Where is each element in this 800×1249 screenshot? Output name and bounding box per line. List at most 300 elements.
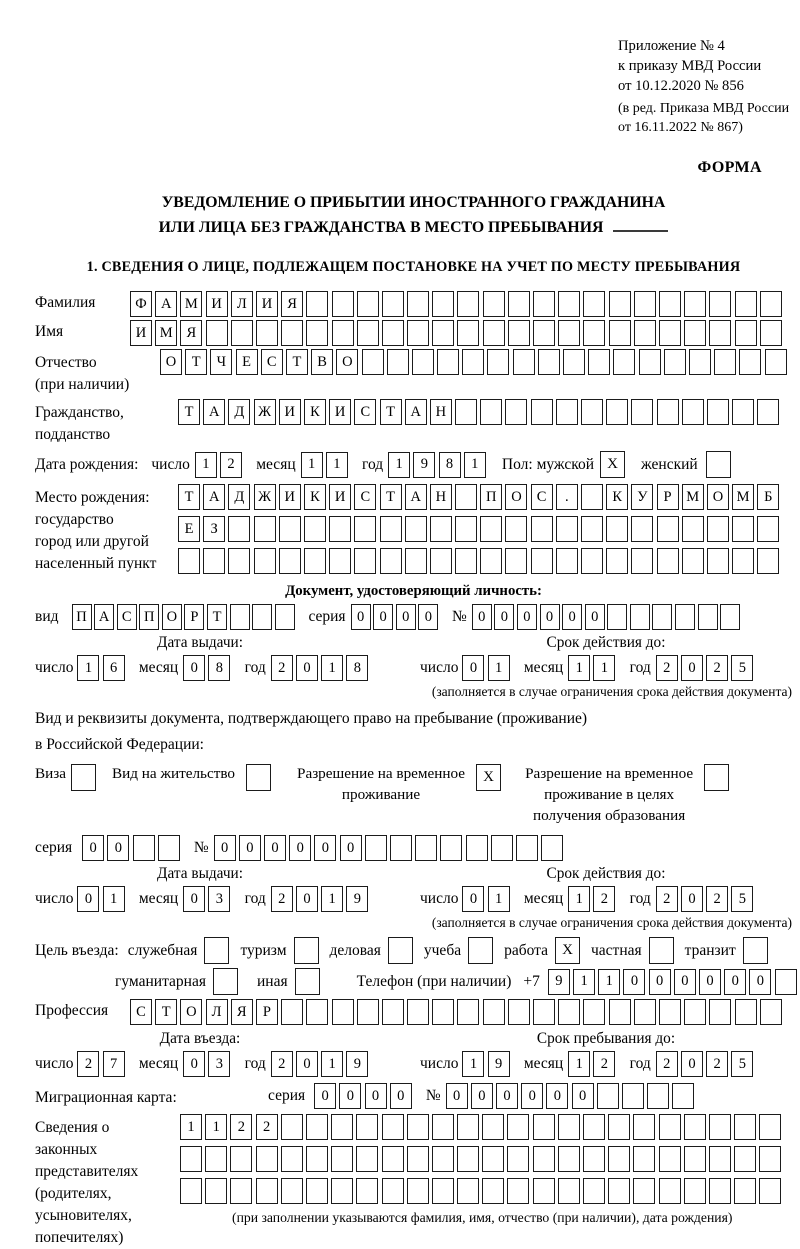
char-cell[interactable]: [684, 1178, 706, 1204]
char-cell[interactable]: 1: [301, 452, 323, 478]
phone-input[interactable]: [548, 969, 800, 995]
char-cell[interactable]: [230, 604, 250, 630]
char-cell[interactable]: А: [203, 399, 225, 425]
char-cell[interactable]: Е: [236, 349, 258, 375]
char-cell[interactable]: Т: [185, 349, 207, 375]
char-cell[interactable]: [757, 399, 779, 425]
char-cell[interactable]: [180, 1178, 202, 1204]
char-cell[interactable]: И: [256, 291, 278, 317]
char-cell[interactable]: [709, 1178, 731, 1204]
char-cell[interactable]: Д: [228, 484, 250, 510]
char-cell[interactable]: 0: [183, 886, 205, 912]
char-cell[interactable]: [281, 1178, 303, 1204]
char-cell[interactable]: [709, 1146, 731, 1172]
char-cell[interactable]: [356, 1146, 378, 1172]
char-cell[interactable]: [720, 604, 740, 630]
char-cell[interactable]: [405, 548, 427, 574]
char-cell[interactable]: [329, 516, 351, 542]
char-cell[interactable]: М: [732, 484, 754, 510]
char-cell[interactable]: О: [160, 349, 182, 375]
char-cell[interactable]: 0: [699, 969, 721, 995]
char-cell[interactable]: [634, 320, 656, 346]
residence-expiry-month[interactable]: [568, 886, 618, 912]
char-cell[interactable]: [735, 291, 757, 317]
char-cell[interactable]: [607, 604, 627, 630]
char-cell[interactable]: [633, 1114, 655, 1140]
char-cell[interactable]: 0: [674, 969, 696, 995]
char-cell[interactable]: 0: [373, 604, 393, 630]
char-cell[interactable]: [760, 291, 782, 317]
char-cell[interactable]: [432, 1146, 454, 1172]
char-cell[interactable]: М: [180, 291, 202, 317]
char-cell[interactable]: [734, 1178, 756, 1204]
char-cell[interactable]: 0: [339, 1083, 361, 1109]
char-cell[interactable]: Т: [207, 604, 227, 630]
char-cell[interactable]: 0: [681, 886, 703, 912]
char-cell[interactable]: [760, 999, 782, 1025]
char-cell[interactable]: [281, 1114, 303, 1140]
char-cell[interactable]: Ж: [254, 484, 276, 510]
residence-issue-day[interactable]: [77, 886, 127, 912]
char-cell[interactable]: [380, 516, 402, 542]
char-cell[interactable]: Д: [228, 399, 250, 425]
char-cell[interactable]: [682, 516, 704, 542]
char-cell[interactable]: [405, 516, 427, 542]
mc-number-input[interactable]: [446, 1083, 698, 1109]
char-cell[interactable]: [178, 548, 200, 574]
char-cell[interactable]: [331, 1114, 353, 1140]
residence-number-input[interactable]: [214, 835, 567, 861]
char-cell[interactable]: [275, 604, 295, 630]
char-cell[interactable]: [457, 1114, 479, 1140]
char-cell[interactable]: [531, 548, 553, 574]
char-cell[interactable]: [757, 516, 779, 542]
option-temp-residence-checkbox[interactable]: X: [476, 764, 501, 791]
char-cell[interactable]: С: [117, 604, 137, 630]
doc-issue-month[interactable]: [183, 655, 233, 681]
char-cell[interactable]: 2: [706, 655, 728, 681]
char-cell[interactable]: [513, 349, 535, 375]
char-cell[interactable]: [203, 548, 225, 574]
char-cell[interactable]: 1: [103, 886, 125, 912]
char-cell[interactable]: [415, 835, 437, 861]
patronymic-input[interactable]: [160, 349, 790, 375]
char-cell[interactable]: [455, 399, 477, 425]
char-cell[interactable]: [279, 548, 301, 574]
char-cell[interactable]: И: [206, 291, 228, 317]
doc-number-input[interactable]: [472, 604, 743, 630]
purpose-business-checkbox[interactable]: [388, 937, 413, 964]
char-cell[interactable]: [583, 291, 605, 317]
char-cell[interactable]: [759, 1146, 781, 1172]
char-cell[interactable]: Ч: [210, 349, 232, 375]
char-cell[interactable]: 0: [446, 1083, 468, 1109]
char-cell[interactable]: [228, 548, 250, 574]
char-cell[interactable]: 2: [656, 655, 678, 681]
residence-series-input[interactable]: [82, 835, 183, 861]
char-cell[interactable]: 2: [656, 1051, 678, 1077]
char-cell[interactable]: Т: [380, 399, 402, 425]
char-cell[interactable]: [709, 1114, 731, 1140]
char-cell[interactable]: О: [336, 349, 358, 375]
char-cell[interactable]: [682, 399, 704, 425]
char-cell[interactable]: 0: [314, 1083, 336, 1109]
char-cell[interactable]: [735, 320, 757, 346]
char-cell[interactable]: Ф: [130, 291, 152, 317]
char-cell[interactable]: [709, 320, 731, 346]
char-cell[interactable]: [332, 999, 354, 1025]
char-cell[interactable]: 1: [326, 452, 348, 478]
char-cell[interactable]: [531, 516, 553, 542]
char-cell[interactable]: 1: [464, 452, 486, 478]
char-cell[interactable]: 0: [183, 655, 205, 681]
char-cell[interactable]: Р: [184, 604, 204, 630]
char-cell[interactable]: [432, 320, 454, 346]
char-cell[interactable]: [230, 1146, 252, 1172]
char-cell[interactable]: 5: [731, 1051, 753, 1077]
char-cell[interactable]: [457, 999, 479, 1025]
char-cell[interactable]: [332, 291, 354, 317]
char-cell[interactable]: [332, 320, 354, 346]
char-cell[interactable]: С: [261, 349, 283, 375]
char-cell[interactable]: [659, 1178, 681, 1204]
char-cell[interactable]: [608, 1178, 630, 1204]
char-cell[interactable]: [480, 516, 502, 542]
char-cell[interactable]: [432, 1114, 454, 1140]
char-cell[interactable]: [609, 999, 631, 1025]
char-cell[interactable]: [457, 320, 479, 346]
char-cell[interactable]: Р: [256, 999, 278, 1025]
residence-expiry-day[interactable]: [462, 886, 512, 912]
char-cell[interactable]: А: [203, 484, 225, 510]
char-cell[interactable]: [631, 516, 653, 542]
char-cell[interactable]: [609, 291, 631, 317]
char-cell[interactable]: 0: [681, 1051, 703, 1077]
char-cell[interactable]: П: [72, 604, 92, 630]
char-cell[interactable]: 0: [314, 835, 336, 861]
char-cell[interactable]: К: [304, 399, 326, 425]
char-cell[interactable]: [652, 604, 672, 630]
char-cell[interactable]: [508, 320, 530, 346]
residence-issue-year[interactable]: [271, 886, 372, 912]
representatives-row1[interactable]: [180, 1114, 785, 1140]
char-cell[interactable]: [505, 516, 527, 542]
char-cell[interactable]: 0: [396, 604, 416, 630]
name-input[interactable]: [130, 320, 785, 346]
doc-issue-year[interactable]: [271, 655, 372, 681]
char-cell[interactable]: Н: [430, 399, 452, 425]
char-cell[interactable]: [608, 1114, 630, 1140]
char-cell[interactable]: 1: [77, 655, 99, 681]
representatives-row2[interactable]: [180, 1146, 785, 1172]
purpose-official-checkbox[interactable]: [204, 937, 229, 964]
char-cell[interactable]: С: [130, 999, 152, 1025]
char-cell[interactable]: 2: [230, 1114, 252, 1140]
char-cell[interactable]: [482, 1146, 504, 1172]
char-cell[interactable]: [254, 548, 276, 574]
char-cell[interactable]: [709, 291, 731, 317]
char-cell[interactable]: [382, 320, 404, 346]
char-cell[interactable]: [563, 349, 585, 375]
char-cell[interactable]: З: [203, 516, 225, 542]
char-cell[interactable]: [682, 548, 704, 574]
char-cell[interactable]: С: [531, 484, 553, 510]
char-cell[interactable]: [714, 349, 736, 375]
char-cell[interactable]: [440, 835, 462, 861]
doc-kind-input[interactable]: [72, 604, 298, 630]
char-cell[interactable]: [707, 516, 729, 542]
char-cell[interactable]: [306, 999, 328, 1025]
char-cell[interactable]: [306, 1114, 328, 1140]
purpose-study-checkbox[interactable]: [468, 937, 493, 964]
char-cell[interactable]: 0: [496, 1083, 518, 1109]
mc-series-input[interactable]: [314, 1083, 415, 1109]
char-cell[interactable]: Я: [281, 291, 303, 317]
char-cell[interactable]: Я: [231, 999, 253, 1025]
doc-expiry-year[interactable]: [656, 655, 757, 681]
char-cell[interactable]: [588, 349, 610, 375]
char-cell[interactable]: 2: [77, 1051, 99, 1077]
char-cell[interactable]: [380, 548, 402, 574]
char-cell[interactable]: 9: [488, 1051, 510, 1077]
char-cell[interactable]: [180, 1146, 202, 1172]
char-cell[interactable]: [457, 291, 479, 317]
char-cell[interactable]: А: [155, 291, 177, 317]
char-cell[interactable]: [684, 1114, 706, 1140]
char-cell[interactable]: К: [606, 484, 628, 510]
char-cell[interactable]: [533, 1178, 555, 1204]
char-cell[interactable]: [684, 999, 706, 1025]
char-cell[interactable]: [622, 1083, 644, 1109]
char-cell[interactable]: О: [707, 484, 729, 510]
char-cell[interactable]: И: [329, 484, 351, 510]
char-cell[interactable]: 6: [103, 655, 125, 681]
char-cell[interactable]: [505, 399, 527, 425]
char-cell[interactable]: 0: [390, 1083, 412, 1109]
char-cell[interactable]: 2: [271, 655, 293, 681]
char-cell[interactable]: [556, 399, 578, 425]
char-cell[interactable]: [382, 1114, 404, 1140]
char-cell[interactable]: И: [130, 320, 152, 346]
char-cell[interactable]: 2: [656, 886, 678, 912]
char-cell[interactable]: [362, 349, 384, 375]
char-cell[interactable]: [482, 1178, 504, 1204]
char-cell[interactable]: [558, 291, 580, 317]
char-cell[interactable]: [606, 548, 628, 574]
char-cell[interactable]: 1: [488, 655, 510, 681]
char-cell[interactable]: 1: [321, 655, 343, 681]
char-cell[interactable]: 0: [585, 604, 605, 630]
stay-day[interactable]: [462, 1051, 512, 1077]
profession-input[interactable]: [130, 999, 785, 1025]
char-cell[interactable]: П: [139, 604, 159, 630]
char-cell[interactable]: 0: [462, 886, 484, 912]
char-cell[interactable]: 1: [205, 1114, 227, 1140]
char-cell[interactable]: Ж: [254, 399, 276, 425]
purpose-other-checkbox[interactable]: [295, 968, 320, 995]
char-cell[interactable]: А: [94, 604, 114, 630]
char-cell[interactable]: [734, 1114, 756, 1140]
char-cell[interactable]: В: [311, 349, 333, 375]
char-cell[interactable]: 0: [264, 835, 286, 861]
char-cell[interactable]: [672, 1083, 694, 1109]
char-cell[interactable]: 1: [568, 655, 590, 681]
char-cell[interactable]: [508, 999, 530, 1025]
char-cell[interactable]: Л: [206, 999, 228, 1025]
char-cell[interactable]: [407, 1178, 429, 1204]
char-cell[interactable]: [508, 291, 530, 317]
char-cell[interactable]: М: [682, 484, 704, 510]
char-cell[interactable]: [606, 399, 628, 425]
char-cell[interactable]: [228, 516, 250, 542]
char-cell[interactable]: У: [631, 484, 653, 510]
char-cell[interactable]: 0: [351, 604, 371, 630]
char-cell[interactable]: 1: [568, 886, 590, 912]
char-cell[interactable]: [558, 1146, 580, 1172]
char-cell[interactable]: 0: [82, 835, 104, 861]
char-cell[interactable]: [357, 999, 379, 1025]
char-cell[interactable]: 0: [521, 1083, 543, 1109]
char-cell[interactable]: 7: [103, 1051, 125, 1077]
char-cell[interactable]: [357, 320, 379, 346]
char-cell[interactable]: 2: [271, 886, 293, 912]
char-cell[interactable]: [631, 399, 653, 425]
char-cell[interactable]: [205, 1146, 227, 1172]
char-cell[interactable]: И: [279, 399, 301, 425]
char-cell[interactable]: [356, 1114, 378, 1140]
char-cell[interactable]: [583, 1146, 605, 1172]
doc-expiry-day[interactable]: [462, 655, 512, 681]
char-cell[interactable]: [158, 835, 180, 861]
char-cell[interactable]: [707, 548, 729, 574]
representatives-row3[interactable]: [180, 1178, 785, 1204]
char-cell[interactable]: [775, 969, 797, 995]
char-cell[interactable]: Б: [757, 484, 779, 510]
char-cell[interactable]: [583, 1178, 605, 1204]
char-cell[interactable]: [659, 999, 681, 1025]
char-cell[interactable]: [684, 291, 706, 317]
char-cell[interactable]: 1: [573, 969, 595, 995]
char-cell[interactable]: [581, 399, 603, 425]
char-cell[interactable]: О: [505, 484, 527, 510]
char-cell[interactable]: 1: [593, 655, 615, 681]
char-cell[interactable]: 9: [548, 969, 570, 995]
char-cell[interactable]: 0: [418, 604, 438, 630]
option-temp-residence-education-checkbox[interactable]: [704, 764, 729, 791]
char-cell[interactable]: 2: [593, 886, 615, 912]
purpose-tourism-checkbox[interactable]: [294, 937, 319, 964]
char-cell[interactable]: [657, 548, 679, 574]
char-cell[interactable]: [732, 516, 754, 542]
char-cell[interactable]: 0: [724, 969, 746, 995]
char-cell[interactable]: 0: [562, 604, 582, 630]
char-cell[interactable]: [230, 1178, 252, 1204]
char-cell[interactable]: [507, 1178, 529, 1204]
char-cell[interactable]: 0: [623, 969, 645, 995]
entry-month[interactable]: [183, 1051, 233, 1077]
char-cell[interactable]: [633, 1146, 655, 1172]
char-cell[interactable]: [256, 320, 278, 346]
char-cell[interactable]: [581, 516, 603, 542]
birth-day-input[interactable]: [195, 452, 245, 478]
char-cell[interactable]: [254, 516, 276, 542]
char-cell[interactable]: .: [556, 484, 578, 510]
char-cell[interactable]: 0: [749, 969, 771, 995]
char-cell[interactable]: 0: [681, 655, 703, 681]
char-cell[interactable]: [306, 1178, 328, 1204]
char-cell[interactable]: [387, 349, 409, 375]
char-cell[interactable]: 0: [462, 655, 484, 681]
char-cell[interactable]: 0: [183, 1051, 205, 1077]
char-cell[interactable]: [407, 291, 429, 317]
char-cell[interactable]: [487, 349, 509, 375]
char-cell[interactable]: [581, 484, 603, 510]
char-cell[interactable]: [331, 1146, 353, 1172]
char-cell[interactable]: 0: [296, 1051, 318, 1077]
char-cell[interactable]: 2: [256, 1114, 278, 1140]
char-cell[interactable]: 1: [568, 1051, 590, 1077]
char-cell[interactable]: [505, 548, 527, 574]
birth-year-input[interactable]: [388, 452, 489, 478]
char-cell[interactable]: [541, 835, 563, 861]
char-cell[interactable]: [281, 999, 303, 1025]
char-cell[interactable]: 9: [346, 1051, 368, 1077]
char-cell[interactable]: [759, 1114, 781, 1140]
char-cell[interactable]: Л: [231, 291, 253, 317]
char-cell[interactable]: [583, 320, 605, 346]
char-cell[interactable]: [639, 349, 661, 375]
char-cell[interactable]: [507, 1114, 529, 1140]
surname-input[interactable]: [130, 291, 785, 317]
char-cell[interactable]: 0: [540, 604, 560, 630]
purpose-private-checkbox[interactable]: [649, 937, 674, 964]
birth-place-row2[interactable]: [178, 516, 783, 542]
char-cell[interactable]: [507, 1146, 529, 1172]
char-cell[interactable]: [281, 1146, 303, 1172]
char-cell[interactable]: 1: [598, 969, 620, 995]
char-cell[interactable]: 0: [365, 1083, 387, 1109]
char-cell[interactable]: [709, 999, 731, 1025]
char-cell[interactable]: [732, 548, 754, 574]
char-cell[interactable]: 1: [321, 886, 343, 912]
char-cell[interactable]: [533, 999, 555, 1025]
char-cell[interactable]: [739, 349, 761, 375]
char-cell[interactable]: [455, 516, 477, 542]
char-cell[interactable]: Т: [286, 349, 308, 375]
char-cell[interactable]: [354, 548, 376, 574]
sex-male-checkbox[interactable]: X: [600, 451, 625, 478]
char-cell[interactable]: 5: [731, 886, 753, 912]
char-cell[interactable]: И: [279, 484, 301, 510]
char-cell[interactable]: [231, 320, 253, 346]
char-cell[interactable]: [480, 399, 502, 425]
char-cell[interactable]: 3: [208, 1051, 230, 1077]
char-cell[interactable]: Р: [657, 484, 679, 510]
char-cell[interactable]: [630, 604, 650, 630]
char-cell[interactable]: [430, 516, 452, 542]
char-cell[interactable]: [462, 349, 484, 375]
doc-series-input[interactable]: [351, 604, 441, 630]
char-cell[interactable]: 0: [214, 835, 236, 861]
char-cell[interactable]: [206, 320, 228, 346]
char-cell[interactable]: [482, 1114, 504, 1140]
char-cell[interactable]: 0: [340, 835, 362, 861]
char-cell[interactable]: К: [304, 484, 326, 510]
char-cell[interactable]: [734, 1146, 756, 1172]
char-cell[interactable]: [407, 999, 429, 1025]
char-cell[interactable]: [483, 999, 505, 1025]
char-cell[interactable]: [583, 1114, 605, 1140]
